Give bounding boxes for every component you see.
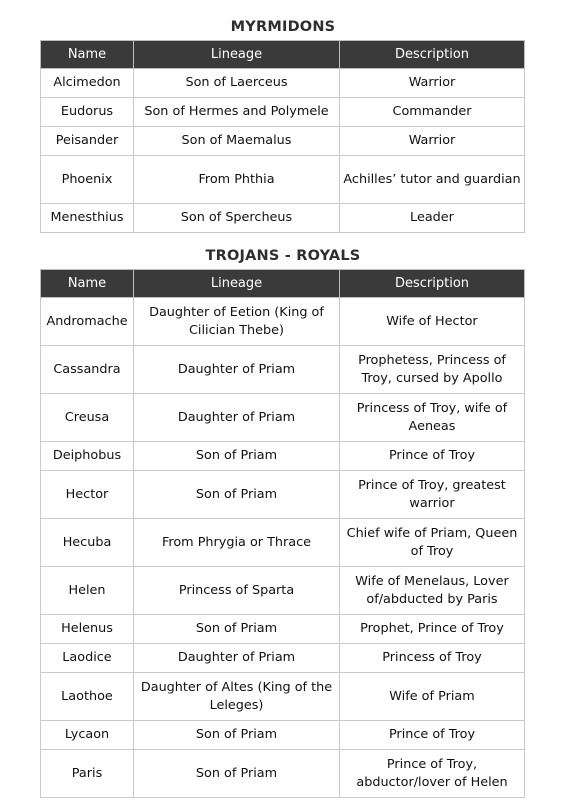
cell-name: Helenus — [41, 615, 134, 644]
table-row — [41, 156, 525, 204]
table-header-row — [41, 41, 525, 69]
cell-description: Commander — [340, 98, 525, 127]
table-row — [41, 69, 525, 98]
cell-name: Paris — [41, 750, 134, 798]
header-description: Description — [340, 270, 525, 298]
cell-description: Wife of Priam — [340, 673, 525, 721]
cell-lineage: Son of Priam — [134, 750, 340, 798]
cell-description: Prophetess, Princess of Troy, cursed by Apollo — [340, 346, 525, 394]
table-row — [41, 471, 525, 519]
cell-name: Laodice — [41, 644, 134, 673]
table-row — [41, 750, 525, 798]
cell-description: Prince of Troy, abductor/lover of Helen — [340, 750, 525, 798]
table-row — [41, 204, 525, 233]
header-name: Name — [41, 41, 134, 69]
cell-lineage: Daughter of Priam — [134, 394, 340, 442]
table-row — [41, 394, 525, 442]
cell-lineage: Son of Priam — [134, 615, 340, 644]
table-row — [41, 346, 525, 394]
cell-description: Princess of Troy, wife of Aeneas — [340, 394, 525, 442]
cell-name: Hector — [41, 471, 134, 519]
cell-lineage: Daughter of Priam — [134, 644, 340, 673]
cell-name: Helen — [41, 567, 134, 615]
cell-description: Prince of Troy, greatest warrior — [340, 471, 525, 519]
cell-lineage: Son of Maemalus — [134, 127, 340, 156]
table-row — [41, 721, 525, 750]
cell-name: Laothoe — [41, 673, 134, 721]
cell-name: Menesthius — [41, 204, 134, 233]
table-row — [41, 298, 525, 346]
cell-name: Peisander — [41, 127, 134, 156]
table-row — [41, 673, 525, 721]
cell-lineage: Son of Spercheus — [134, 204, 340, 233]
cell-description: Leader — [340, 204, 525, 233]
cell-description: Chief wife of Priam, Queen of Troy — [340, 519, 525, 567]
cell-description: Achilles’ tutor and guardian — [340, 156, 525, 204]
header-lineage: Lineage — [134, 41, 340, 69]
table-row — [41, 98, 525, 127]
cell-lineage: Princess of Sparta — [134, 567, 340, 615]
cell-description: Prince of Troy — [340, 721, 525, 750]
cell-name: Creusa — [41, 394, 134, 442]
table-row — [41, 442, 525, 471]
cell-lineage: Son of Hermes and Polymele — [134, 98, 340, 127]
cell-lineage: Son of Priam — [134, 471, 340, 519]
cell-lineage: Son of Priam — [134, 721, 340, 750]
cell-description: Prophet, Prince of Troy — [340, 615, 525, 644]
cell-description: Wife of Hector — [340, 298, 525, 346]
cell-name: Lycaon — [41, 721, 134, 750]
cell-description: Princess of Troy — [340, 644, 525, 673]
cell-lineage: From Phrygia or Thrace — [134, 519, 340, 567]
cell-lineage: From Phthia — [134, 156, 340, 204]
cell-name: Cassandra — [41, 346, 134, 394]
table-row — [41, 567, 525, 615]
cell-name: Andromache — [41, 298, 134, 346]
header-name: Name — [41, 270, 134, 298]
cell-lineage: Daughter of Eetion (King of Cilician Thebe) — [134, 298, 340, 346]
table-header-row — [41, 270, 525, 298]
table-row — [41, 644, 525, 673]
cell-description: Wife of Menelaus, Lover of/abducted by Paris — [340, 567, 525, 615]
cell-description: Prince of Troy — [340, 442, 525, 471]
cell-description: Warrior — [340, 69, 525, 98]
cell-name: Phoenix — [41, 156, 134, 204]
cell-name: Eudorus — [41, 98, 134, 127]
cell-lineage: Daughter of Altes (King of the Leleges) — [134, 673, 340, 721]
table-row — [41, 615, 525, 644]
table-row — [41, 127, 525, 156]
table-row — [41, 519, 525, 567]
header-lineage: Lineage — [134, 270, 340, 298]
cell-name: Deiphobus — [41, 442, 134, 471]
cell-lineage: Son of Laerceus — [134, 69, 340, 98]
cell-description: Warrior — [340, 127, 525, 156]
header-description: Description — [340, 41, 525, 69]
cell-lineage: Son of Priam — [134, 442, 340, 471]
cell-name: Alcimedon — [41, 69, 134, 98]
myrmidons-table — [40, 40, 525, 233]
trojans-table — [40, 269, 525, 798]
cell-name: Hecuba — [41, 519, 134, 567]
cell-lineage: Daughter of Priam — [134, 346, 340, 394]
myrmidons-title: MYRMIDONS — [230, 19, 336, 35]
trojans-title: TROJANS - ROYALS — [205, 248, 361, 264]
